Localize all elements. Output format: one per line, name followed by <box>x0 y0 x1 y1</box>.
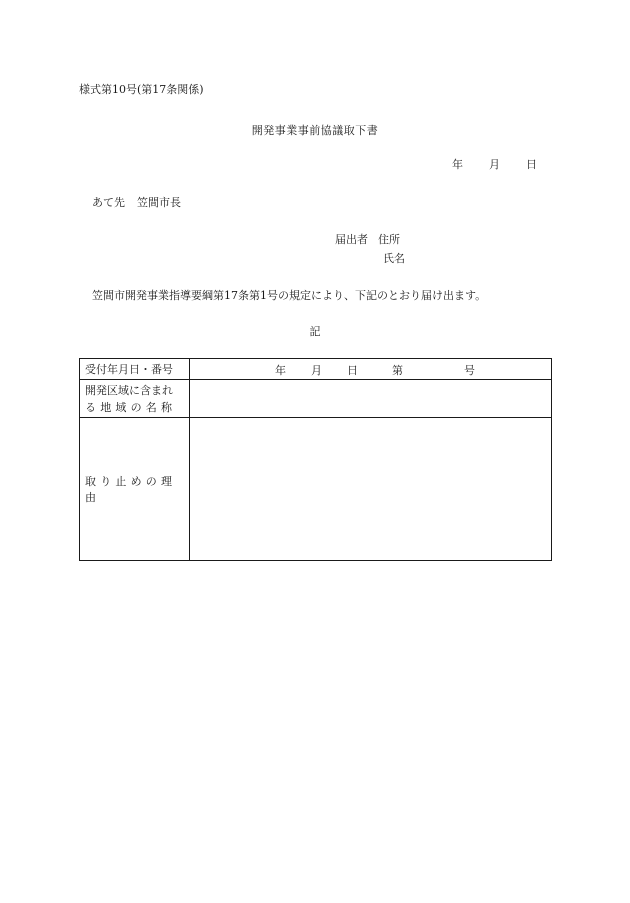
body-text: 笠間市開発事業指導要綱第17条第1号の規定により、下記のとおり届け出ます。 <box>92 289 487 302</box>
record-table <box>79 358 552 561</box>
ki-heading: 記 <box>309 325 321 338</box>
area-label-line1: 開発区域に含まれ <box>85 383 173 397</box>
area-value-cell[interactable] <box>190 380 552 418</box>
date-year-label: 年 <box>452 158 463 171</box>
area-label <box>80 380 190 418</box>
applicant-name-label: 氏名 <box>383 252 405 265</box>
area-label-line2: る地域の名称 <box>85 400 177 414</box>
receipt-label: 受付年月日・番号 <box>80 359 190 380</box>
applicant-address-line <box>335 231 400 247</box>
reason-value-cell[interactable] <box>190 418 552 561</box>
receipt-day: 日 <box>347 364 358 377</box>
receipt-go: 号 <box>464 364 475 377</box>
form-number: 様式第10号(第17条関係) <box>79 83 204 96</box>
date-day-label: 日 <box>526 158 537 171</box>
addressee <box>92 194 181 210</box>
date-month-label: 月 <box>489 158 500 171</box>
addressee-label: あて先 <box>92 196 125 209</box>
table-row <box>80 380 552 418</box>
applicant-address-label: 住所 <box>378 233 400 246</box>
date-line <box>452 156 537 172</box>
table-row <box>80 359 552 380</box>
receipt-year: 年 <box>275 364 286 377</box>
applicant-label: 届出者 <box>335 233 368 246</box>
receipt-value-cell[interactable] <box>190 359 552 380</box>
receipt-month: 月 <box>311 364 322 377</box>
reason-label: 取り止めの理由 <box>80 418 190 561</box>
document-title: 開発事業事前協議取下書 <box>251 124 379 137</box>
receipt-dai: 第 <box>392 364 403 377</box>
table-row <box>80 418 552 561</box>
addressee-name: 笠間市長 <box>137 196 181 209</box>
